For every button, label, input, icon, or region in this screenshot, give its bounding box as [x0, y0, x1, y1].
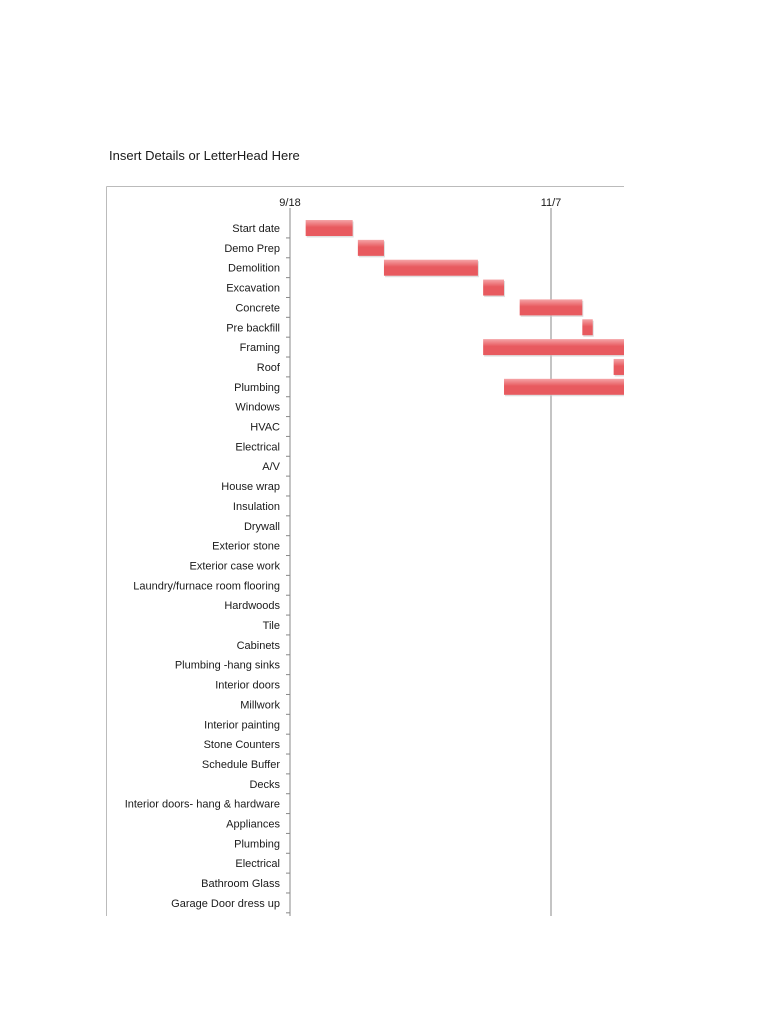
- task-label: A/V: [262, 461, 280, 474]
- task-bar: [520, 299, 583, 315]
- task-label: Millwork: [240, 699, 280, 712]
- task-bar: [384, 260, 478, 276]
- task-label: House wrap: [221, 481, 280, 494]
- task-label: Cabinets: [236, 639, 280, 652]
- task-label: Plumbing -hang sinks: [174, 659, 280, 672]
- task-label: Start date: [232, 223, 280, 235]
- task-label: Concrete: [235, 302, 280, 315]
- task-label: Windows: [235, 401, 280, 414]
- task-label: Tile: [262, 620, 280, 632]
- task-label: Pre backfill: [226, 322, 280, 335]
- task-label: Schedule Buffer: [201, 758, 280, 771]
- task-label: Garage Door dress up: [171, 897, 280, 910]
- task-label: Decks: [249, 778, 280, 791]
- task-label: Interior doors: [215, 679, 280, 692]
- task-label: Stone Counters: [203, 739, 280, 752]
- task-bar: [306, 220, 353, 236]
- task-label: Drywall: [243, 520, 280, 533]
- task-label: Interior painting: [204, 719, 280, 732]
- task-label: Laundry/furnace room flooring: [133, 580, 280, 593]
- task-label: Insulation: [232, 500, 280, 513]
- task-label: Plumbing: [234, 838, 280, 851]
- task-label: Framing: [239, 342, 280, 355]
- task-label: Interior doors- hang & hardware: [124, 798, 280, 811]
- letterhead-text: Insert Details or LetterHead Here: [109, 148, 300, 163]
- task-label: Bathroom Glass: [201, 878, 280, 891]
- x-tick-label: 9/18: [279, 197, 301, 209]
- task-bar: [483, 339, 624, 355]
- task-label: Excavation: [226, 282, 280, 295]
- task-label: Demolition: [228, 262, 280, 275]
- task-label: Electrical: [235, 858, 280, 871]
- task-label: Roof: [256, 361, 280, 374]
- task-bar: [582, 319, 592, 335]
- task-bar: [504, 379, 624, 395]
- task-label: Appliances: [226, 818, 280, 831]
- task-bar: [358, 240, 384, 256]
- gantt-chart-svg: [106, 186, 624, 916]
- task-bar: [483, 280, 504, 296]
- task-label: Hardwoods: [224, 600, 280, 613]
- task-label: Exterior stone: [212, 540, 280, 553]
- task-label: HVAC: [250, 421, 280, 434]
- gantt-chart: [106, 186, 624, 916]
- task-label: Plumbing: [234, 381, 280, 394]
- task-label: Exterior case work: [189, 560, 280, 573]
- x-tick-label: 11/7: [540, 197, 562, 209]
- task-label: Electrical: [235, 441, 280, 454]
- task-bar: [614, 359, 624, 375]
- task-label: Demo Prep: [224, 242, 280, 255]
